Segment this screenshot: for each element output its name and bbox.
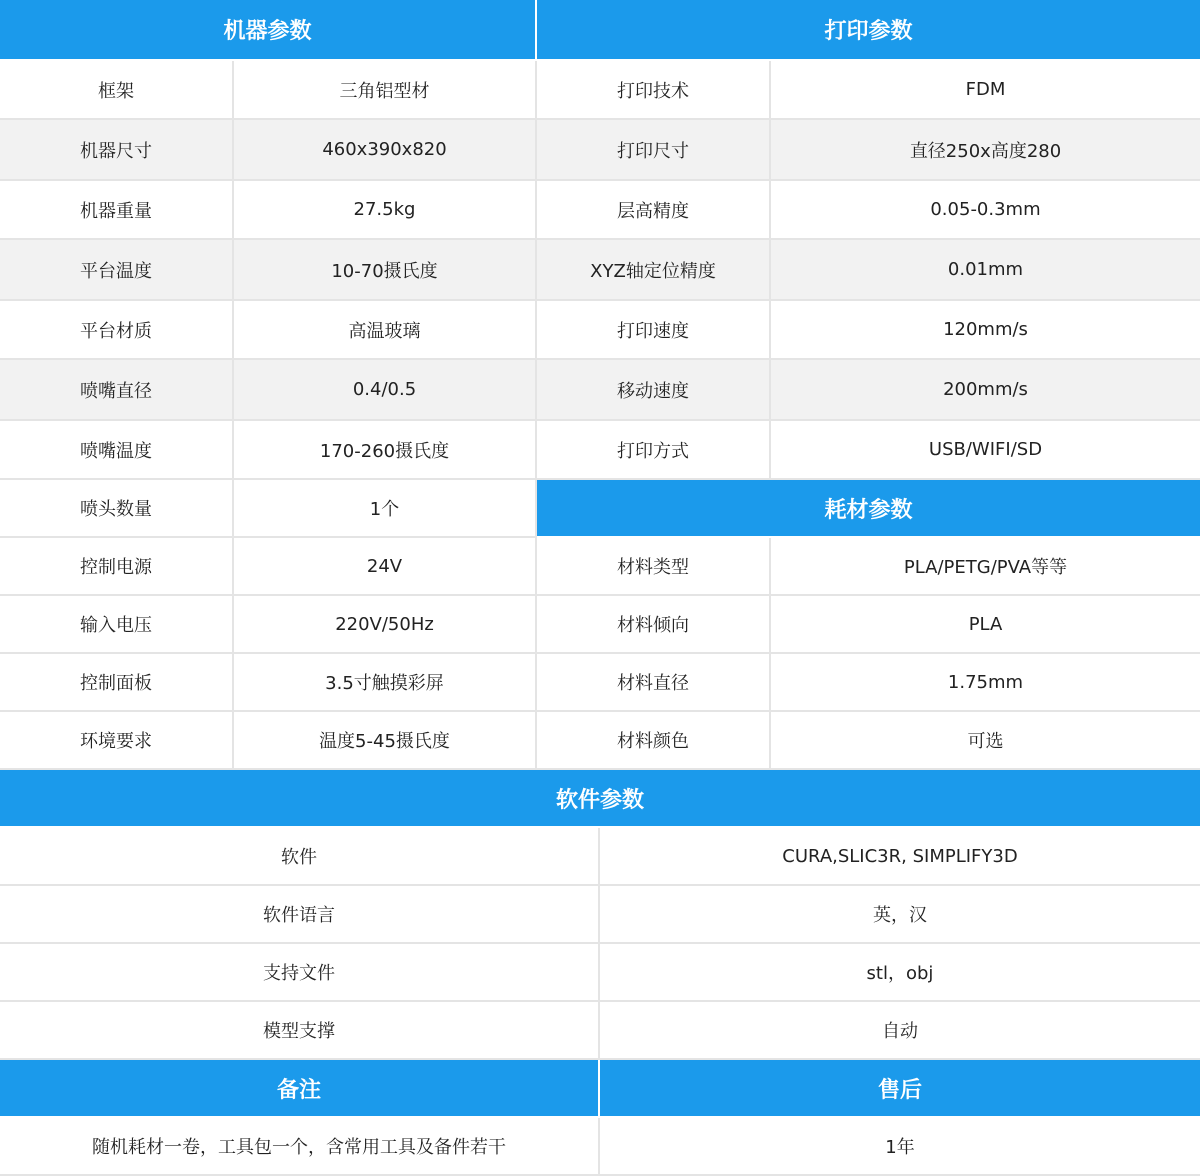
machine-value: 10-70摄氏度 <box>234 240 537 301</box>
header-print-params: 打印参数 <box>537 0 1200 61</box>
header-aftersales: 售后 <box>600 1060 1200 1118</box>
header-remarks: 备注 <box>0 1060 600 1118</box>
remarks-value: 随机耗材一卷，工具包一个，含常用工具及备件若干 <box>0 1118 600 1176</box>
print-label: 打印速度 <box>537 301 771 360</box>
software-value: CURA,SLIC3R, SIMPLIFY3D <box>600 828 1200 886</box>
print-value: USB/WIFI/SD <box>771 421 1200 480</box>
header-material-params: 耗材参数 <box>537 480 1200 538</box>
software-label: 模型支撑 <box>0 1002 600 1060</box>
machine-value: 三角铝型材 <box>234 61 537 120</box>
material-label: 材料类型 <box>537 538 771 596</box>
machine-value: 460x390x820 <box>234 120 537 181</box>
print-value: FDM <box>771 61 1200 120</box>
machine-label: 喷头数量 <box>0 480 234 538</box>
machine-label: 喷嘴温度 <box>0 421 234 480</box>
material-value: PLA/PETG/PVA等等 <box>771 538 1200 596</box>
machine-label: 平台温度 <box>0 240 234 301</box>
material-label: 材料倾向 <box>537 596 771 654</box>
material-value: PLA <box>771 596 1200 654</box>
print-value: 0.05-0.3mm <box>771 181 1200 240</box>
aftersales-value: 1年 <box>600 1118 1200 1176</box>
software-value: 英，汉 <box>600 886 1200 944</box>
machine-value: 24V <box>234 538 537 596</box>
software-value: stl，obj <box>600 944 1200 1002</box>
print-value: 直径250x高度280 <box>771 120 1200 181</box>
print-label: XYZ轴定位精度 <box>537 240 771 301</box>
machine-label: 平台材质 <box>0 301 234 360</box>
software-label: 软件语言 <box>0 886 600 944</box>
material-label: 材料颜色 <box>537 712 771 770</box>
print-value: 200mm/s <box>771 360 1200 421</box>
machine-value: 高温玻璃 <box>234 301 537 360</box>
machine-value: 1个 <box>234 480 537 538</box>
software-label: 支持文件 <box>0 944 600 1002</box>
print-value: 120mm/s <box>771 301 1200 360</box>
software-label: 软件 <box>0 828 600 886</box>
print-label: 打印技术 <box>537 61 771 120</box>
print-label: 打印尺寸 <box>537 120 771 181</box>
machine-value: 温度5-45摄氏度 <box>234 712 537 770</box>
material-value: 可选 <box>771 712 1200 770</box>
machine-label: 控制电源 <box>0 538 234 596</box>
machine-label: 喷嘴直径 <box>0 360 234 421</box>
machine-label: 输入电压 <box>0 596 234 654</box>
print-value: 0.01mm <box>771 240 1200 301</box>
header-software-params: 软件参数 <box>0 770 1200 828</box>
machine-value: 170-260摄氏度 <box>234 421 537 480</box>
print-label: 层高精度 <box>537 181 771 240</box>
software-value: 自动 <box>600 1002 1200 1060</box>
machine-label: 框架 <box>0 61 234 120</box>
material-value: 1.75mm <box>771 654 1200 712</box>
print-label: 移动速度 <box>537 360 771 421</box>
machine-label: 控制面板 <box>0 654 234 712</box>
material-label: 材料直径 <box>537 654 771 712</box>
machine-value: 0.4/0.5 <box>234 360 537 421</box>
print-label: 打印方式 <box>537 421 771 480</box>
machine-value: 3.5寸触摸彩屏 <box>234 654 537 712</box>
machine-label: 环境要求 <box>0 712 234 770</box>
machine-label: 机器尺寸 <box>0 120 234 181</box>
header-machine-params: 机器参数 <box>0 0 537 61</box>
machine-label: 机器重量 <box>0 181 234 240</box>
machine-value: 27.5kg <box>234 181 537 240</box>
machine-value: 220V/50Hz <box>234 596 537 654</box>
